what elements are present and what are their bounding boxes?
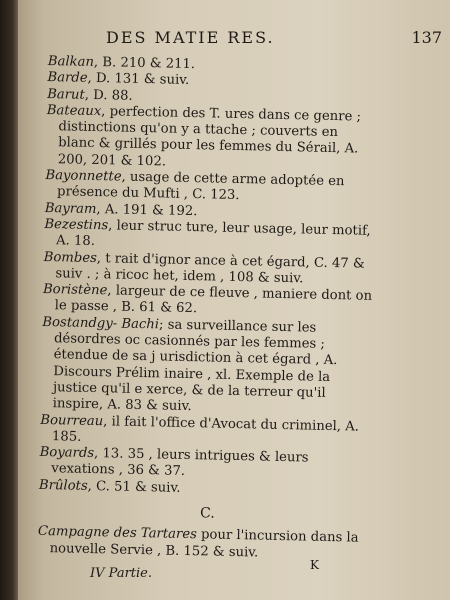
entry-text: , A. 191 & 192. xyxy=(96,201,198,219)
entry-head: Balkan xyxy=(47,54,95,70)
entry-text: , il fait l'office d'Avocat du criminel, A. 185. xyxy=(51,413,360,445)
entry-head: Boyards xyxy=(39,445,95,462)
entry-text: , C. 51 & suiv. xyxy=(87,478,181,496)
section-letter: C. xyxy=(199,505,215,522)
running-head xyxy=(106,28,446,47)
entry-head: Barut xyxy=(47,86,85,103)
book-page xyxy=(18,0,450,600)
index-entries xyxy=(37,54,377,564)
index-entry xyxy=(40,315,372,420)
entry-text: , t rait d'ignor ance à cet égard, C. 47 & suiv . ; à ricoc het, idem , 108 & suiv. xyxy=(55,250,365,287)
entry-text: , D. 131 & suiv. xyxy=(87,71,190,89)
entry-head: Boristène xyxy=(42,282,108,299)
signature-mark: IV Partie. xyxy=(90,566,152,581)
gathering-mark: K xyxy=(310,558,319,572)
index-entry xyxy=(46,103,377,175)
entry-head: Brûlots xyxy=(38,477,88,494)
entry-head: Bayram xyxy=(44,200,97,217)
entry-head: Bateaux xyxy=(46,102,102,120)
entry-head: Barde xyxy=(47,70,88,87)
entry-head: Bombes xyxy=(43,249,98,266)
entry-text: pour l'incursion dans la nouvelle Servie , B. 152 & suiv. xyxy=(49,527,359,561)
entry-head: Bezestins xyxy=(44,216,109,234)
entry-text: , largeur de ce fleuve , maniere dont on le passe , B. 61 & 62. xyxy=(54,283,373,317)
entry-head: Campagne des Tartares xyxy=(37,524,197,543)
entry-head: Bostandgy- Bachi xyxy=(42,314,160,333)
entry-head: Bourreau xyxy=(40,412,104,429)
running-head-title: DES MATIE RES. xyxy=(106,28,275,47)
entry-head: Bayonnette xyxy=(45,168,122,185)
book-gutter xyxy=(0,0,18,600)
page-footer xyxy=(90,558,430,581)
entry-text: , D. 88. xyxy=(84,87,133,104)
entry-text: , leur struc ture, leur usage, leur motif, A. 18. xyxy=(55,218,371,250)
entry-text: , B. 210 & 211. xyxy=(93,54,196,73)
entry-text: , 13. 35 , leurs intrigues & leurs vexations , 36 & 37. xyxy=(51,446,309,480)
entry-text: , perfection des T. ures dans ce genre ; distinctions qu'on y a ttache ; couverts en blanc & grillés pour les femmes du Sérail, A. 200, 201 & 102. xyxy=(57,104,362,170)
entry-text: ; sa surveillance sur les désordres oc casionnés par les femmes ; étendue de sa j urisdiction à cet égard , A. Discours Prélim inaire , xl. Exemple de la justice qu'il e xerce, & de la terreur qu'il inspire, A. 83 & suiv. xyxy=(52,317,338,415)
page-number: 137 xyxy=(411,28,442,47)
entry-text: , usage de cette arme adoptée en présence du Mufti , C. 123. xyxy=(56,169,345,204)
